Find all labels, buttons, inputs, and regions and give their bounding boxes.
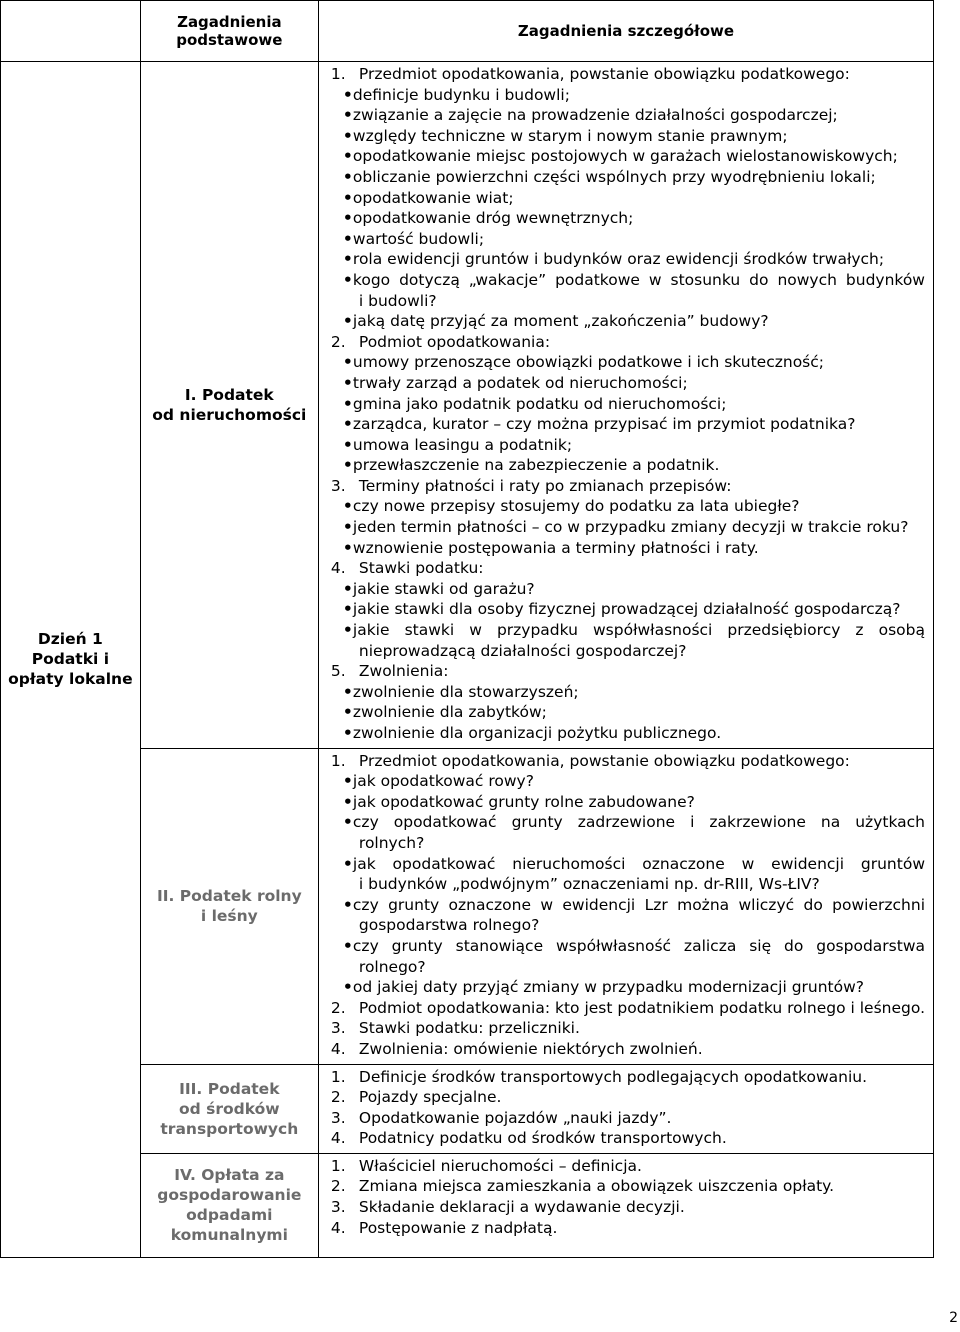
- item-text: Opodatkowanie pojazdów „nauki jazdy”.: [358, 1108, 672, 1127]
- item-text: Składanie deklaracji a wydawanie decyzji.: [358, 1198, 685, 1217]
- numbered-item: [331, 1018, 925, 1039]
- item-number: 3.: [330, 1019, 346, 1038]
- bullet-item: • gmina jako podatnik podatku od nieruchomości;: [331, 394, 925, 415]
- bullet-item-continuation: rolnych?: [358, 833, 425, 852]
- topic-line: II. Podatek rolny: [156, 887, 302, 906]
- bullet-item: • czy grunty oznaczone w ewidencji Lzr można wliczyć do powierzchni: [331, 895, 925, 916]
- item-number: 4.: [330, 1129, 346, 1148]
- item-number: 3.: [330, 1198, 346, 1217]
- header-basic-topics: Zagadnienia podstawowe: [140, 1, 318, 62]
- item-number: 3.: [330, 476, 346, 495]
- bullet-item: • umowa leasingu a podatnik;: [331, 435, 925, 456]
- topic-transport-tax: [140, 1064, 318, 1153]
- details-property-tax: [318, 62, 933, 749]
- bullet-item: • wznowienie postępowania a terminy płatności i raty.: [331, 538, 925, 559]
- bullet-item: • jeden termin płatności – co w przypadku zmiany decyzji w trakcie roku?: [331, 517, 925, 538]
- item-number: 2.: [330, 1088, 346, 1107]
- numbered-item: [331, 332, 925, 353]
- item-text: Przedmiot opodatkowania, powstanie obowiązku podatkowego:: [358, 65, 850, 83]
- topic-line: komunalnymi: [170, 1226, 288, 1245]
- header-row: [1, 1, 934, 62]
- bullet-item: • jakie stawki dla osoby fizycznej prowadzącej działalność gospodarczą?: [331, 599, 925, 620]
- details-agricultural-tax: [318, 748, 933, 1064]
- item-text: Podatnicy podatku od środków transportowych.: [358, 1129, 727, 1148]
- topic-line: transportowych: [160, 1119, 299, 1138]
- topic-line: IV. Opłata za: [174, 1166, 285, 1185]
- bullet-item: • czy nowe przepisy stosujemy do podatku za lata ubiegłe?: [331, 496, 925, 517]
- numbered-item: [331, 1197, 925, 1218]
- bullet-item-continuation: i budynków „podwójnym” oznaczeniami np. dr-RIII, Ws-ŁIV?: [358, 875, 820, 894]
- numbered-item: [331, 661, 925, 682]
- row-waste-fee: [1, 1153, 934, 1257]
- item-number: 2.: [330, 1177, 346, 1196]
- item-text: Podmiot opodatkowania:: [358, 332, 551, 351]
- bullet-item: • jakie stawki w przypadku współwłasności przedsiębiorcy z osobą: [331, 620, 925, 641]
- topic-line: III. Podatek: [179, 1079, 280, 1098]
- topic-line: i leśny: [200, 907, 258, 926]
- item-number: 2.: [330, 998, 346, 1017]
- bullet-item-continuation: nieprowadzącą działalności gospodarczej?: [358, 641, 687, 660]
- row-agricultural-tax: [1, 748, 934, 1064]
- day-label: Dzień 1: [37, 630, 103, 649]
- bullet-item: • trwały zarząd a podatek od nieruchomości;: [331, 373, 925, 394]
- item-number: 1.: [330, 1156, 346, 1175]
- numbered-item: [331, 64, 925, 85]
- bullet-item: • od jakiej daty przyjąć zmiany w przypadku modernizacji gruntów?: [331, 977, 925, 998]
- item-number: 2.: [330, 332, 346, 351]
- numbered-item: [331, 1039, 925, 1060]
- bullet-item: • przewłaszczenie na zabezpieczenie a podatnik.: [331, 455, 925, 476]
- row-transport-tax: [1, 1064, 934, 1153]
- item-number: 5.: [330, 662, 346, 681]
- bullet-item: • zwolnienie dla zabytków;: [331, 702, 925, 723]
- numbered-item: [331, 1087, 925, 1108]
- numbered-item: [331, 1067, 925, 1088]
- bullet-item: • względy techniczne w starym i nowym stanie prawnym;: [331, 126, 925, 147]
- item-number: 1.: [330, 65, 346, 83]
- item-text: Przedmiot opodatkowania, powstanie obowiązku podatkowego:: [358, 751, 850, 770]
- item-number: 1.: [330, 751, 346, 770]
- bullet-item: • zwolnienie dla organizacji pożytku publicznego.: [331, 723, 925, 744]
- details-waste-fee: [318, 1153, 933, 1257]
- bullet-item: • czy grunty stanowiące współwłasność zalicza się do gospodarstwa: [331, 936, 925, 957]
- topic-line: gospodarowanie: [157, 1186, 302, 1205]
- details-transport-tax: [318, 1064, 933, 1153]
- numbered-item: [331, 1156, 925, 1177]
- bullet-item: • opodatkowanie miejsc postojowych w garażach wielostanowiskowych;: [331, 146, 925, 167]
- day-subtitle-1: Podatki i: [31, 650, 110, 669]
- bullet-item: • jak opodatkować nieruchomości oznaczone w ewidencji gruntów: [331, 854, 925, 875]
- bullet-item-continuation: i budowli?: [358, 291, 437, 310]
- item-number: 4.: [330, 1039, 346, 1058]
- bullet-item-continuation: gospodarstwa rolnego?: [358, 916, 540, 935]
- item-text: Zwolnienia:: [358, 662, 449, 681]
- numbered-item: [331, 1128, 925, 1149]
- item-number: 4.: [330, 1218, 346, 1237]
- topic-line: odpadami: [186, 1206, 273, 1225]
- numbered-item: [331, 558, 925, 579]
- bullet-item: • jaką datę przyjąć za moment „zakończenia” budowy?: [331, 311, 925, 332]
- row-property-tax: [1, 62, 934, 749]
- item-number: 3.: [330, 1108, 346, 1127]
- bullet-item: • rola ewidencji gruntów i budynków oraz ewidencji środków trwałych;: [331, 249, 925, 270]
- item-text: Definicje środków transportowych podlegających opodatkowaniu.: [358, 1067, 868, 1086]
- topic-agricultural-forest-tax: [140, 748, 318, 1064]
- topic-line: od środków: [179, 1099, 280, 1118]
- item-text: Podmiot opodatkowania: kto jest podatnikiem podatku rolnego i leśnego.: [358, 998, 925, 1017]
- numbered-item: [331, 476, 925, 497]
- item-text: Zwolnienia: omówienie niektórych zwolnień.: [358, 1039, 703, 1058]
- numbered-item: [331, 1108, 925, 1129]
- item-number: 4.: [330, 559, 346, 578]
- bullet-item: • obliczanie powierzchni części wspólnych przy wyodrębnieniu lokali;: [331, 167, 925, 188]
- item-text: Zmiana miejsca zamieszkania a obowiązek uiszczenia opłaty.: [358, 1177, 835, 1196]
- header-day-cell: [1, 1, 141, 62]
- numbered-item: [331, 751, 925, 772]
- topic-waste-fee: [140, 1153, 318, 1257]
- item-text: Właściciel nieruchomości – definicja.: [358, 1156, 642, 1175]
- bullet-item: • jak opodatkować grunty rolne zabudowane?: [331, 792, 925, 813]
- day-cell: [1, 62, 141, 1258]
- bullet-item: • jakie stawki od garażu?: [331, 579, 925, 600]
- bullet-item: • zwolnienie dla stowarzyszeń;: [331, 682, 925, 703]
- bullet-item: • jak opodatkować rowy?: [331, 771, 925, 792]
- bullet-item: • czy opodatkować grunty zadrzewione i zakrzewione na użytkach: [331, 812, 925, 833]
- item-text: Terminy płatności i raty po zmianach przepisów:: [358, 476, 732, 495]
- page-number: 2: [949, 1310, 958, 1326]
- bullet-item: • opodatkowanie wiat;: [331, 188, 925, 209]
- topic-line: I. Podatek: [184, 385, 274, 404]
- topic-line: od nieruchomości: [152, 405, 307, 424]
- bullet-item: • umowy przenoszące obowiązki podatkowe i ich skuteczność;: [331, 352, 925, 373]
- numbered-item: [331, 1218, 925, 1239]
- item-number: 1.: [330, 1067, 346, 1086]
- item-text: Stawki podatku:: [358, 559, 484, 578]
- bullet-item: • kogo dotyczą „wakacje” podatkowe w stosunku do nowych budynków: [331, 270, 925, 291]
- item-text: Pojazdy specjalne.: [358, 1088, 502, 1107]
- numbered-item: [331, 1176, 925, 1197]
- bullet-item: • opodatkowanie dróg wewnętrznych;: [331, 208, 925, 229]
- bullet-item-continuation: rolnego?: [358, 957, 426, 976]
- item-text: Postępowanie z nadpłatą.: [358, 1218, 558, 1237]
- item-text: Stawki podatku: przeliczniki.: [358, 1019, 580, 1038]
- bullet-item: • związanie a zajęcie na prowadzenie działalności gospodarczej;: [331, 105, 925, 126]
- topic-property-tax: [140, 62, 318, 749]
- header-detailed-topics: Zagadnienia szczegółowe: [318, 1, 933, 62]
- bullet-item: • wartość budowli;: [331, 229, 925, 250]
- bullet-item: • definicje budynku i budowli;: [331, 85, 925, 106]
- day-subtitle-2: opłaty lokalne: [8, 670, 133, 689]
- bullet-item: • zarządca, kurator – czy można przypisać im przymiot podatnika?: [331, 414, 925, 435]
- numbered-item: [331, 998, 925, 1019]
